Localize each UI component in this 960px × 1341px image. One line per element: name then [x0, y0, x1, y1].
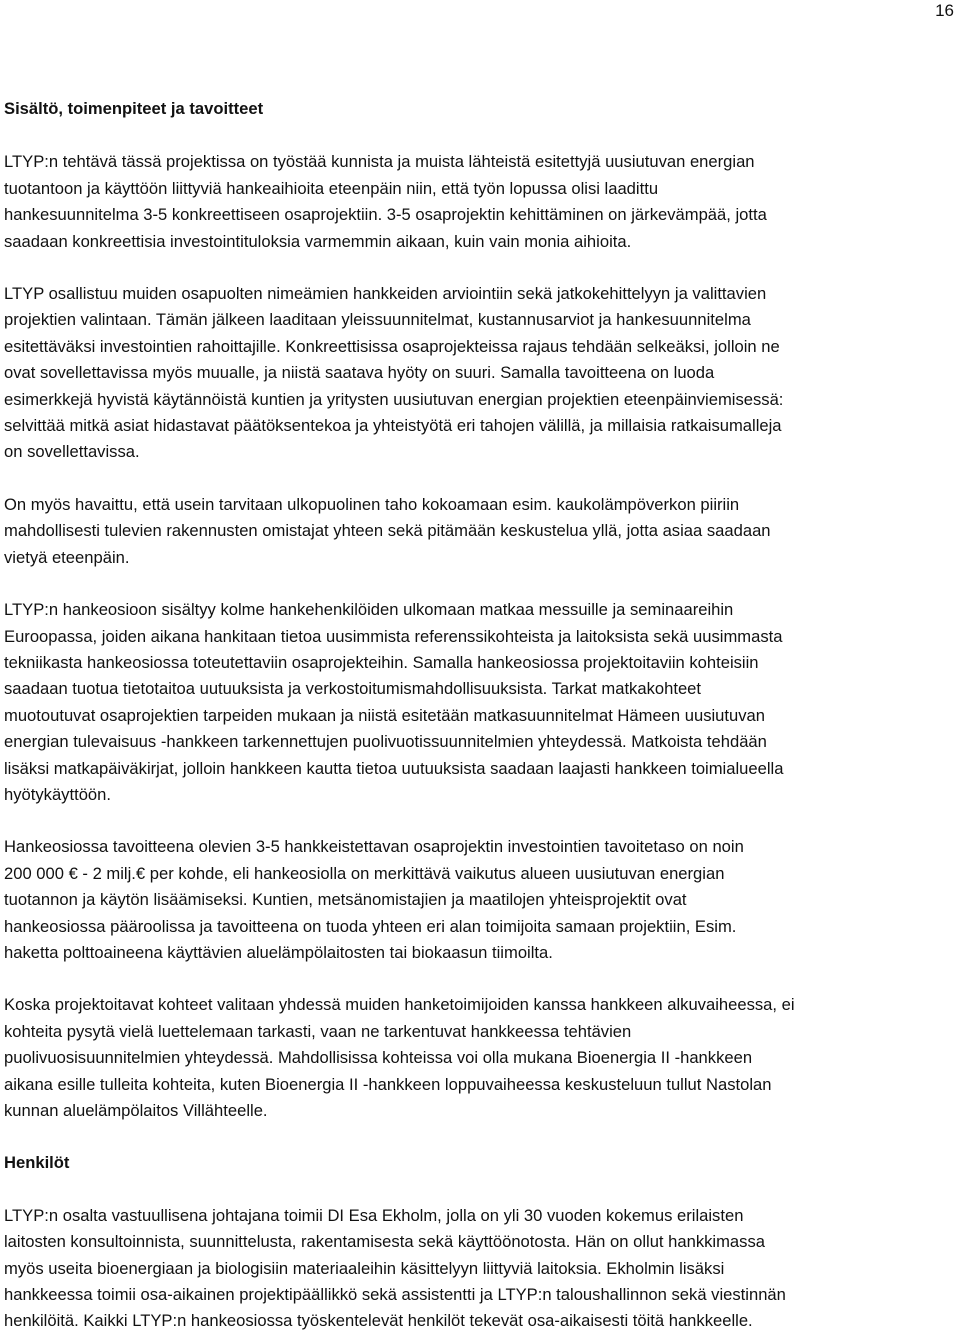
text-line: myös useita bioenergiaan ja biologisiin materiaaleihin käsittelyyn liittyviä laitoksia. Ekholmin lisäksi	[4, 1258, 725, 1278]
paragraph	[4, 597, 956, 808]
text-line: hyötykäyttöön.	[4, 784, 112, 804]
text-line: tekniikasta hankeosiossa toteutettaviin osaprojekteihin. Samalla hankeosiossa projektoitaviin kohteisiin	[4, 652, 759, 672]
text-line: hankkeessa toimii osa-aikainen projektipäällikkö sekä assistentti ja LTYP:n taloushallinnon sekä viestinnän	[4, 1285, 786, 1305]
paragraph	[4, 1203, 956, 1335]
document-body	[4, 96, 956, 1335]
text-line: vietyä eteenpäin.	[4, 547, 130, 567]
text-line: kunnan aluelämpölaitos Villähteelle.	[4, 1101, 268, 1120]
text-line: saadaan tuotua tietotaitoa uutuuksista ja verkostoitumismahdollisuuksista. Tarkat matkakohteet	[4, 679, 702, 699]
paragraph	[4, 992, 956, 1124]
text-line: Koska projektoitavat kohteet valitaan yhdessä muiden hanketoimijoiden kanssa hankkeen alkuvaiheessa, ei	[4, 995, 795, 1015]
text-line: laitosten konsultoinnista, suunnittelusta, rakentamisesta sekä käyttöönotosta. Hän on ollut hankkimassa	[4, 1232, 765, 1252]
text-line: hankesuunnitelma 3-5 konkreettiseen osaprojektiin. 3-5 osaprojektin kehittäminen on järkevämpää, jotta	[4, 205, 767, 225]
text-line: esitettäväksi investointien rahoittajille. Konkreettisissa osaprojekteissa rajaus tehdään selkeäksi, jolloin ne	[4, 336, 780, 356]
section-heading: Henkilöt	[4, 1153, 70, 1173]
text-line: LTYP:n tehtävä tässä projektissa on työstää kunnista ja muista lähteistä esitettyjä uusiutuvan energian	[4, 152, 755, 172]
text-line: muotoutuvat osaprojektien tarpeiden mukaan ja niistä esitetään matkasuunnitelmat Hämeen uusiutuvan	[4, 705, 766, 725]
paragraph	[4, 149, 956, 255]
text-line: projektien valintaan. Tämän jälkeen laaditaan yleissuunnitelmat, kustannusarviot ja hankesuunnitelma	[4, 310, 751, 330]
text-line: kohteita pysytä vielä luettelemaan tarkasti, vaan ne tarkentuvat hankkeessa tehtävien	[4, 1021, 632, 1041]
text-line: LTYP:n osalta vastuullisena johtajana toimii DI Esa Ekholm, jolla on yli 30 vuoden kokemus erilaisten	[4, 1205, 744, 1225]
text-line: tuotantoon ja käyttöön liittyviä hankeaihioita eteenpäin niin, että työn lopussa olisi laadittu	[4, 178, 659, 198]
text-line: saadaan konkreettisia investointituloksia varmemmin aikaan, kuin vain monia aihioita.	[4, 231, 632, 251]
text-line: On myös havaittu, että usein tarvitaan ulkopuolinen taho kokoamaan esim. kaukolämpöverkon piiriin	[4, 494, 740, 514]
text-line: lisäksi matkapäiväkirjat, jolloin hankkeen kautta tietoa uutuuksista saadaan laajasti hankkeen toimialueella	[4, 758, 784, 778]
text-line: aikana esille tulleita kohteita, kuten Bioenergia II -hankkeen loppuvaiheessa keskusteluun tullut Nastolan	[4, 1074, 772, 1094]
paragraph	[4, 834, 956, 966]
text-line: Euroopassa, joiden aikana hankitaan tietoa uusimmista referenssikohteista ja laitoksista sekä uusimmasta	[4, 626, 783, 646]
paragraph	[4, 281, 956, 466]
text-line: haketta polttoaineena käyttävien aluelämpölaitosten tai biokaasun tiimoilta.	[4, 942, 553, 962]
paragraph	[4, 492, 956, 571]
text-line: Hankeosiossa tavoitteena olevien 3-5 hankkeistettavan osaprojektin investointien tavoitetaso on noin	[4, 837, 744, 857]
page-number: 16	[935, 1, 954, 20]
text-line: energian tulevaisuus -hankkeen tarkennettujen puolivuotissuunnitelmien yhteydessä. Matkoista tehdään	[4, 732, 767, 752]
section-heading: Sisältö, toimenpiteet ja tavoitteet	[4, 99, 264, 118]
text-line: mahdollisesti tulevien rakennusten omistajat yhteen sekä pitämään keskustelua yllä, jotta asiaa saadaan	[4, 521, 771, 541]
text-line: puolivuosisuunnitelmien yhteydessä. Mahdollisissa kohteissa voi olla mukana Bioenergia II -hankkeen	[4, 1048, 753, 1068]
text-line: ovat sovellettavissa myös muualle, ja niistä saatava hyöty on suuri. Samalla tavoitteena on luoda	[4, 363, 715, 383]
text-line: hankeosiossa pääroolissa ja tavoitteena on tuoda yhteen eri alan toimijoita samaan projektiin, Esim.	[4, 916, 737, 936]
text-line: 200 000 € - 2 milj.€ per kohde, eli hankeosiolla on merkittävä vaikutus alueen uusiutuvan energian	[4, 863, 725, 883]
text-line: henkilöitä. Kaikki LTYP:n hankeosiossa työskentelevät henkilöt tekevät osa-aikaisesti töitä hankkeelle.	[4, 1311, 753, 1331]
text-line: LTYP:n hankeosioon sisältyy kolme hankehenkilöiden ulkomaan matkaa messuille ja seminaareihin	[4, 600, 734, 620]
text-line: esimerkkejä hyvistä käytännöistä kuntien ja yritysten uusiutuvan energian projektien eteenpäinviemisessä:	[4, 389, 784, 409]
text-line: tuotannon ja käytön lisäämiseksi. Kuntien, metsänomistajien ja maatilojen yhteisprojektit ovat	[4, 890, 687, 910]
text-line: LTYP osallistuu muiden osapuolten nimeämien hankkeiden arviointiin sekä jatkokehittelyyn ja valittavien	[4, 284, 767, 304]
text-line: selvittää mitkä asiat hidastavat päätöksentekoa ja yhteistyötä eri tahojen välillä, ja millaisia ratkaisumalleja	[4, 416, 782, 436]
text-line: on sovellettavissa.	[4, 442, 140, 462]
